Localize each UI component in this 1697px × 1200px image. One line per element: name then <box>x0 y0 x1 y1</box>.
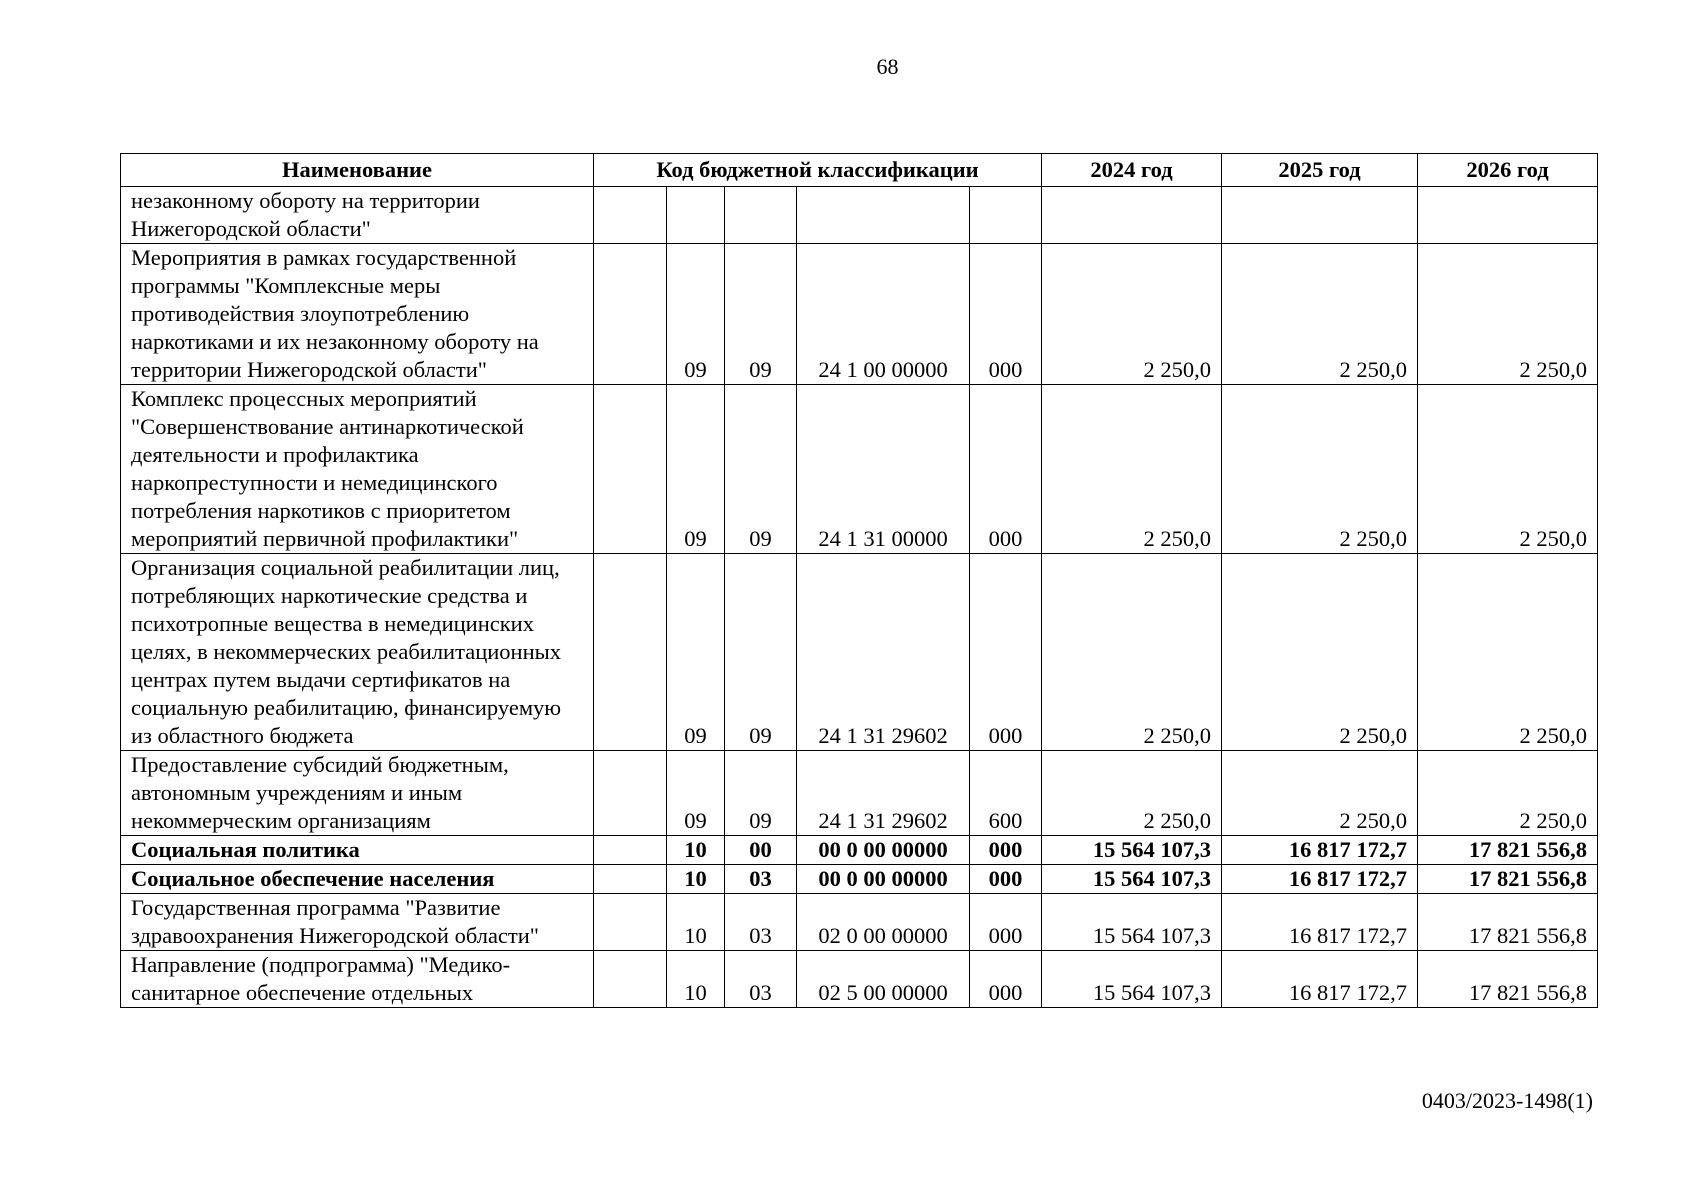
code-target: 00 0 00 00000 <box>797 865 970 894</box>
value-2025: 16 817 172,7 <box>1222 836 1418 865</box>
value-2026 <box>1418 187 1598 244</box>
value-2024: 15 564 107,3 <box>1042 836 1222 865</box>
budget-table <box>120 153 1598 1008</box>
header-2026: 2026 год <box>1418 154 1598 187</box>
table-row <box>121 751 1598 836</box>
value-2024: 2 250,0 <box>1042 385 1222 554</box>
page-number: 68 <box>876 54 899 79</box>
header-name: Наименование <box>121 154 594 187</box>
value-2024 <box>1042 187 1222 244</box>
code-section: 09 <box>667 244 725 385</box>
row-name: Мероприятия в рамках государственной программы "Комплексные меры противодействия злоупотреблению наркотиками и их незаконному обороту на территории Нижегородской области" <box>121 244 594 385</box>
table-row-section <box>121 836 1598 865</box>
value-2026: 2 250,0 <box>1418 244 1598 385</box>
code-section: 10 <box>667 894 725 951</box>
value-2025: 16 817 172,7 <box>1222 865 1418 894</box>
table-row <box>121 554 1598 751</box>
row-name: Направление (подпрограмма) "Медико-санитарное обеспечение отдельных <box>121 951 594 1008</box>
code-target <box>797 187 970 244</box>
empty-cell <box>594 187 667 244</box>
code-subsection: 09 <box>725 751 797 836</box>
code-expense-type: 000 <box>970 385 1042 554</box>
code-subsection: 03 <box>725 865 797 894</box>
code-expense-type: 000 <box>970 836 1042 865</box>
table-row <box>121 894 1598 951</box>
code-expense-type <box>970 187 1042 244</box>
code-subsection: 03 <box>725 894 797 951</box>
code-expense-type: 000 <box>970 894 1042 951</box>
code-section: 10 <box>667 865 725 894</box>
empty-cell <box>594 836 667 865</box>
code-section: 09 <box>667 385 725 554</box>
code-section: 09 <box>667 751 725 836</box>
value-2026: 17 821 556,8 <box>1418 865 1598 894</box>
code-subsection: 03 <box>725 951 797 1008</box>
code-section: 09 <box>667 554 725 751</box>
value-2024: 2 250,0 <box>1042 751 1222 836</box>
table-row <box>121 385 1598 554</box>
header-2024: 2024 год <box>1042 154 1222 187</box>
code-subsection: 00 <box>725 836 797 865</box>
row-name: Организация социальной реабилитации лиц, потребляющих наркотические средства и психотропные вещества в немедицинских целях, в некоммерческих реабилитационных центрах путем выдачи сертификатов на социальную реабилитацию, финансируемую из областного бюджета <box>121 554 594 751</box>
value-2026: 2 250,0 <box>1418 751 1598 836</box>
value-2024: 2 250,0 <box>1042 554 1222 751</box>
code-expense-type: 000 <box>970 554 1042 751</box>
value-2025: 2 250,0 <box>1222 244 1418 385</box>
code-subsection: 09 <box>725 385 797 554</box>
value-2024: 15 564 107,3 <box>1042 865 1222 894</box>
empty-cell <box>594 554 667 751</box>
code-target: 24 1 31 00000 <box>797 385 970 554</box>
code-section: 10 <box>667 951 725 1008</box>
row-name: незаконному обороту на территории Нижегородской области" <box>121 187 594 244</box>
value-2025 <box>1222 187 1418 244</box>
empty-cell <box>594 244 667 385</box>
code-expense-type: 600 <box>970 751 1042 836</box>
value-2025: 2 250,0 <box>1222 385 1418 554</box>
header-code: Код бюджетной классификации <box>594 154 1042 187</box>
row-name: Государственная программа "Развитие здравоохранения Нижегородской области" <box>121 894 594 951</box>
code-target: 02 5 00 00000 <box>797 951 970 1008</box>
code-target: 02 0 00 00000 <box>797 894 970 951</box>
code-expense-type: 000 <box>970 951 1042 1008</box>
empty-cell <box>594 751 667 836</box>
value-2025: 16 817 172,7 <box>1222 951 1418 1008</box>
code-subsection: 09 <box>725 554 797 751</box>
document-code: 0403/2023-1498(1) <box>1421 1088 1593 1113</box>
code-section: 10 <box>667 836 725 865</box>
code-expense-type: 000 <box>970 865 1042 894</box>
value-2026: 2 250,0 <box>1418 385 1598 554</box>
empty-cell <box>594 951 667 1008</box>
table-header-row <box>121 154 1598 187</box>
row-name: Социальное обеспечение населения <box>121 865 594 894</box>
row-name: Социальная политика <box>121 836 594 865</box>
header-2025: 2025 год <box>1222 154 1418 187</box>
row-name: Комплекс процессных мероприятий "Совершенствование антинаркотической деятельности и профилактика наркопреступности и немедицинского потребления наркотиков с приоритетом мероприятий первичной профилактики" <box>121 385 594 554</box>
empty-cell <box>594 385 667 554</box>
table-row <box>121 244 1598 385</box>
code-target: 24 1 31 29602 <box>797 554 970 751</box>
value-2025: 2 250,0 <box>1222 751 1418 836</box>
row-name: Предоставление субсидий бюджетным, автономным учреждениям и иным некоммерческим организациям <box>121 751 594 836</box>
value-2026: 17 821 556,8 <box>1418 951 1598 1008</box>
table-row-subsection <box>121 865 1598 894</box>
code-target: 24 1 00 00000 <box>797 244 970 385</box>
code-section <box>667 187 725 244</box>
empty-cell <box>594 865 667 894</box>
value-2026: 17 821 556,8 <box>1418 836 1598 865</box>
value-2024: 15 564 107,3 <box>1042 951 1222 1008</box>
value-2026: 17 821 556,8 <box>1418 894 1598 951</box>
code-target: 24 1 31 29602 <box>797 751 970 836</box>
code-subsection <box>725 187 797 244</box>
code-subsection: 09 <box>725 244 797 385</box>
value-2025: 2 250,0 <box>1222 554 1418 751</box>
value-2025: 16 817 172,7 <box>1222 894 1418 951</box>
value-2026: 2 250,0 <box>1418 554 1598 751</box>
empty-cell <box>594 894 667 951</box>
value-2024: 15 564 107,3 <box>1042 894 1222 951</box>
code-expense-type: 000 <box>970 244 1042 385</box>
code-target: 00 0 00 00000 <box>797 836 970 865</box>
value-2024: 2 250,0 <box>1042 244 1222 385</box>
table-row <box>121 187 1598 244</box>
table-row <box>121 951 1598 1008</box>
